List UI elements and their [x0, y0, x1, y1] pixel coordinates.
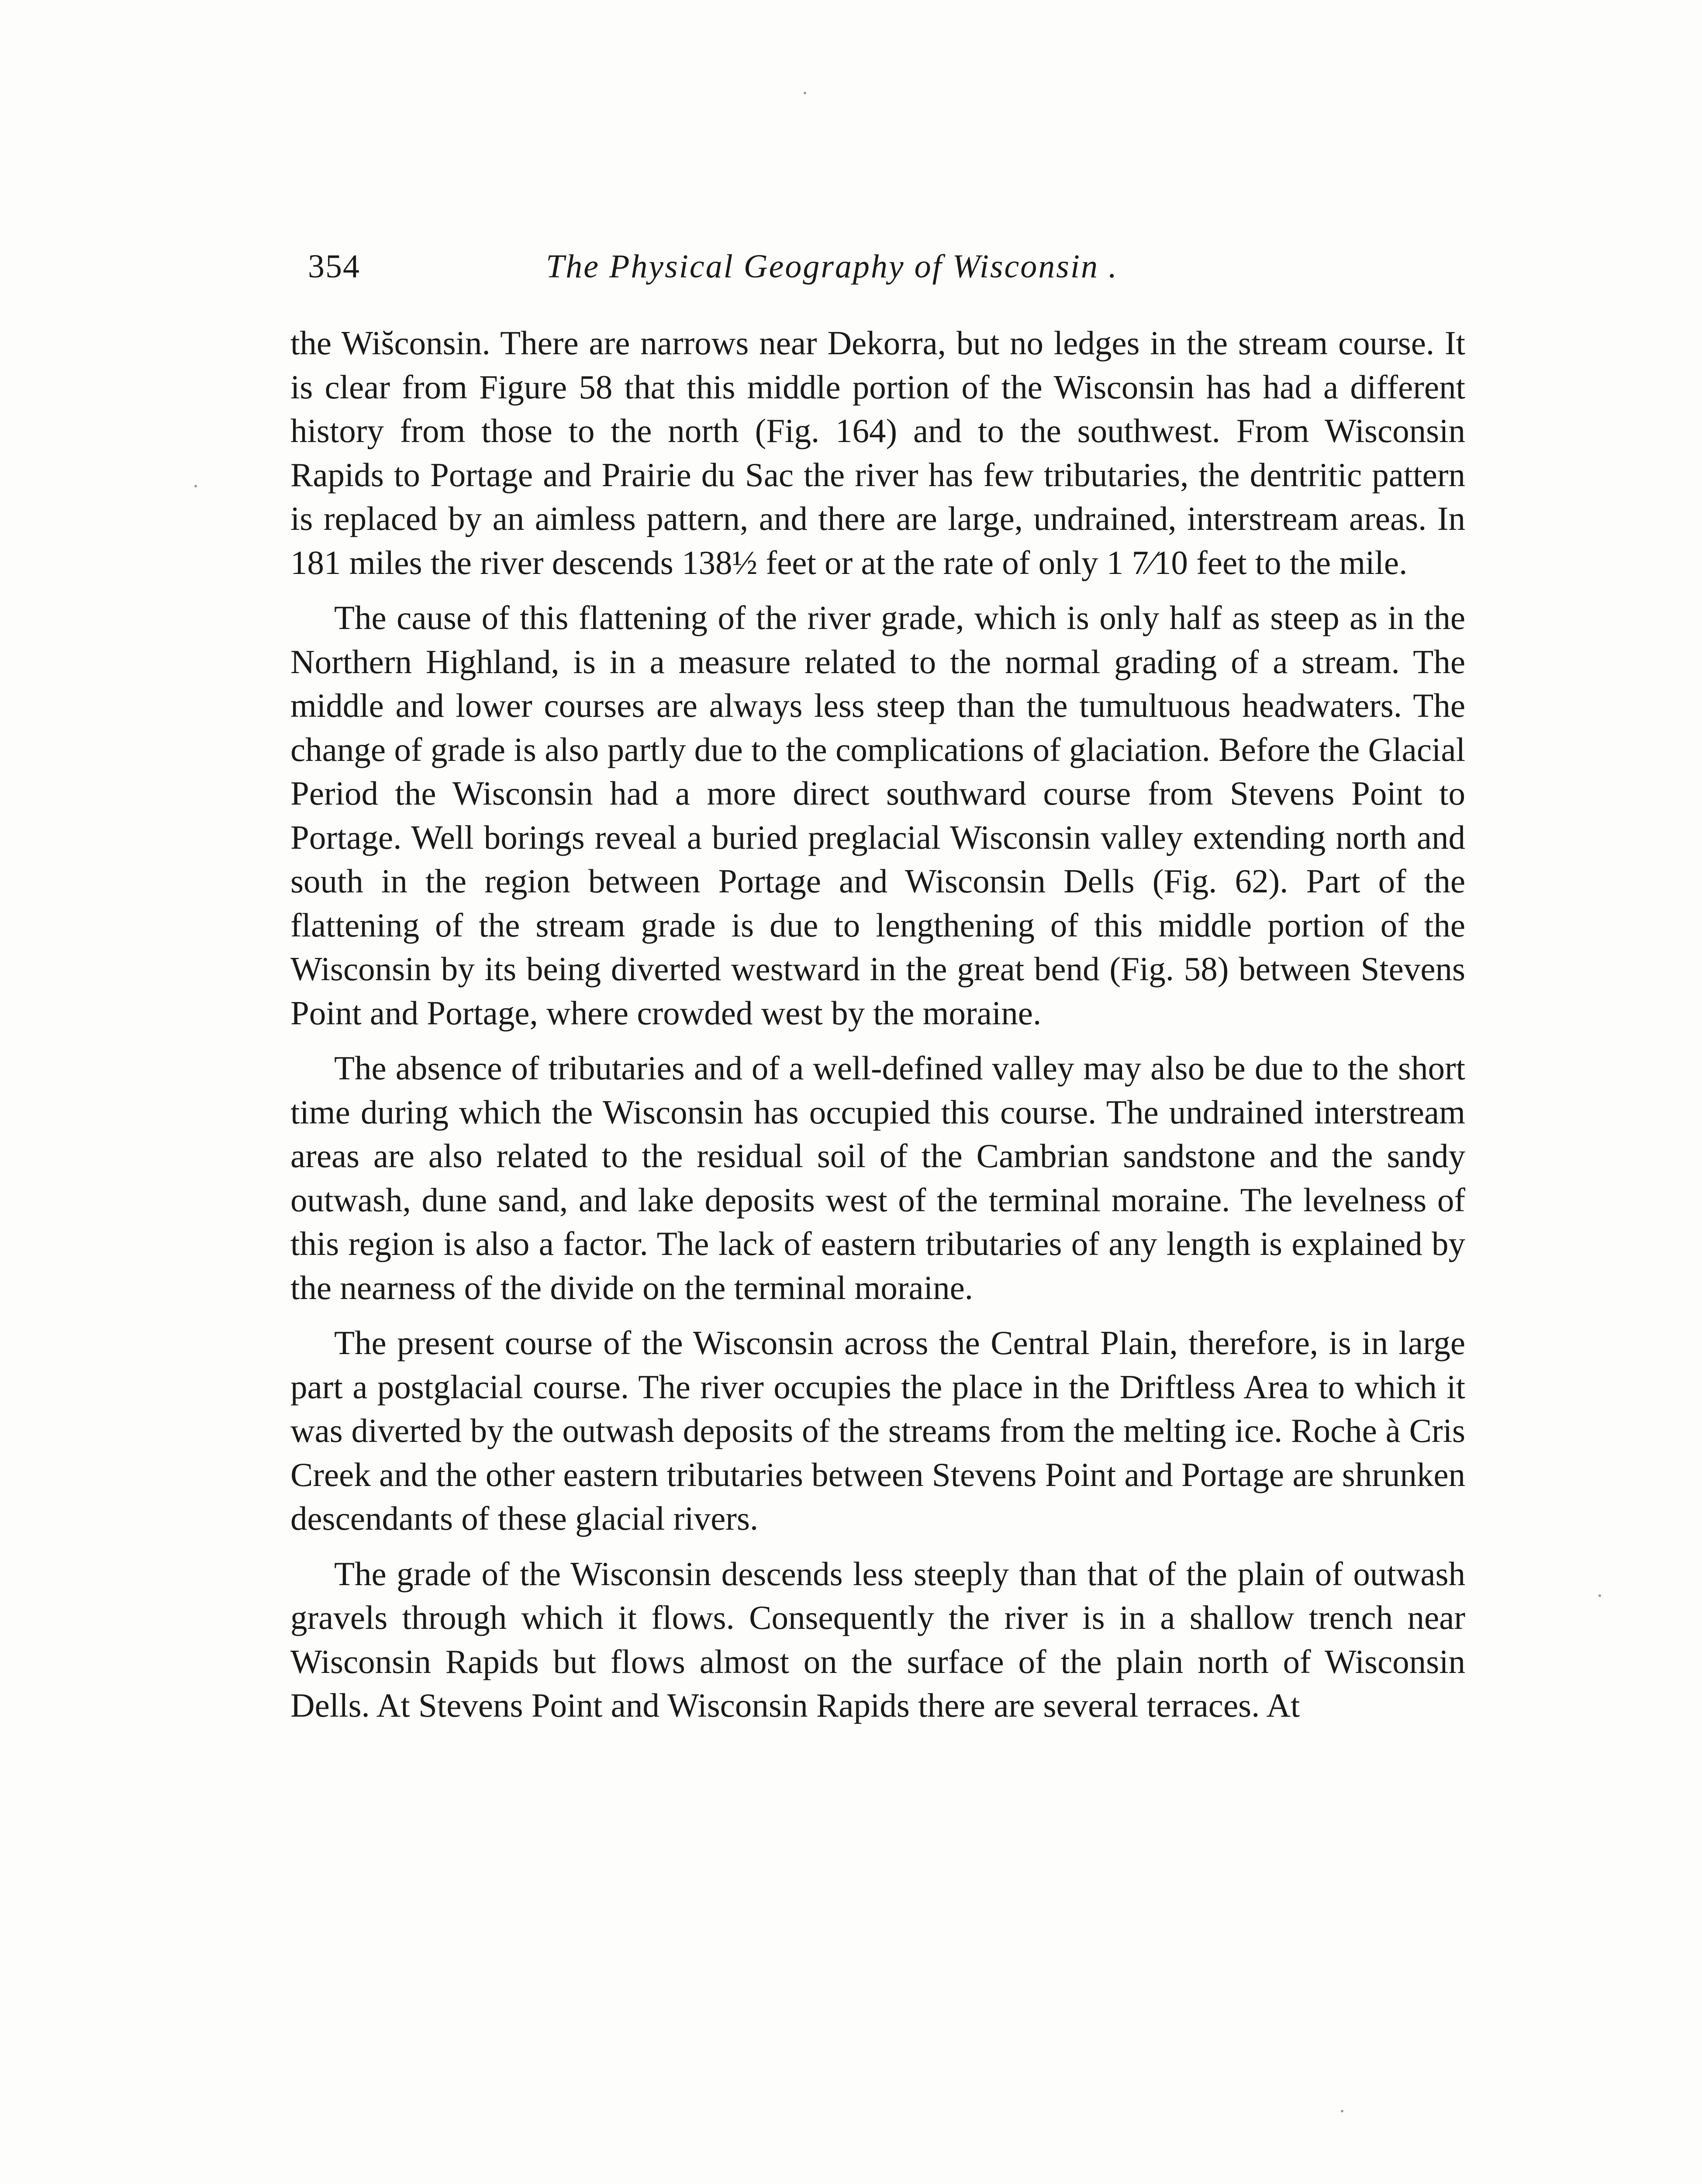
body-text [290, 321, 1465, 1739]
paper-speck [1598, 1594, 1601, 1597]
paper-speck [194, 485, 197, 487]
page-number: 354 [308, 248, 360, 285]
paragraph-4: The present course of the Wisconsin across the Central Plain, therefore, is in large part a postglacial course. The river occupies the place in the Driftless Area to which it was diverted by the outwash deposits of the streams from the melting ice. Roche à Cris Creek and the other eastern tributaries between Stevens Point and Portage are shrunken descendants of these glacial rivers. [290, 1324, 1465, 1537]
running-title: The Physical Geography of Wisconsin . [546, 248, 1118, 285]
page-header [308, 242, 1465, 290]
paper-speck [1341, 2110, 1343, 2112]
paragraph-2: The cause of this flattening of the river grade, which is only half as steep as in the Northern Highland, is in a measure related to the normal grading of a stream. The middle and lower courses are always less steep than the tumultuous headwaters. The change of grade is also partly due to the complications of glaciation. Before the Glacial Period the Wisconsin had a more direct southward course from Stevens Point to Portage. Well borings reveal a buried preglacial Wisconsin valley extending north and south in the region between Portage and Wisconsin Dells (Fig. 62). Part of the flattening of the stream grade is due to lengthening of this middle portion of the Wisconsin by its being diverted westward in the great bend (Fig. 58) between Stevens Point and Portage, where crowded west by the moraine. [290, 599, 1465, 1032]
paragraph-1: the Wis̆consin. There are narrows near Dekorra, but no ledges in the stream course. It is clear from Figure 58 that this middle portion of the Wisconsin has had a different history from those to the north (Fig. 164) and to the southwest. From Wisconsin Rapids to Portage and Prairie du Sac the river has few tributaries, the dentritic pattern is replaced by an aimless pattern, and there are large, undrained, interstream areas. In 181 miles the river descends 138½ feet or at the rate of only 1 7⁄10 feet to the mile. [290, 324, 1465, 581]
paragraph-5: The grade of the Wisconsin descends less steeply than that of the plain of outwash gravels through which it flows. Consequently the river is in a shallow trench near Wisconsin Rapids but flows almost on the surface of the plain north of Wisconsin Dells. At Stevens Point and Wisconsin Rapids there are several terraces. At [290, 1555, 1465, 1724]
paper-speck [804, 92, 806, 94]
paragraph-3: The absence of tributaries and of a well-defined valley may also be due to the short time during which the Wisconsin has occupied this course. The undrained interstream areas are also related to the residual soil of the Cambrian sandstone and the sandy outwash, dune sand, and lake deposits west of the terminal moraine. The levelness of this region is also a factor. The lack of eastern tributaries of any length is explained by the nearness of the divide on the terminal moraine. [290, 1049, 1465, 1306]
